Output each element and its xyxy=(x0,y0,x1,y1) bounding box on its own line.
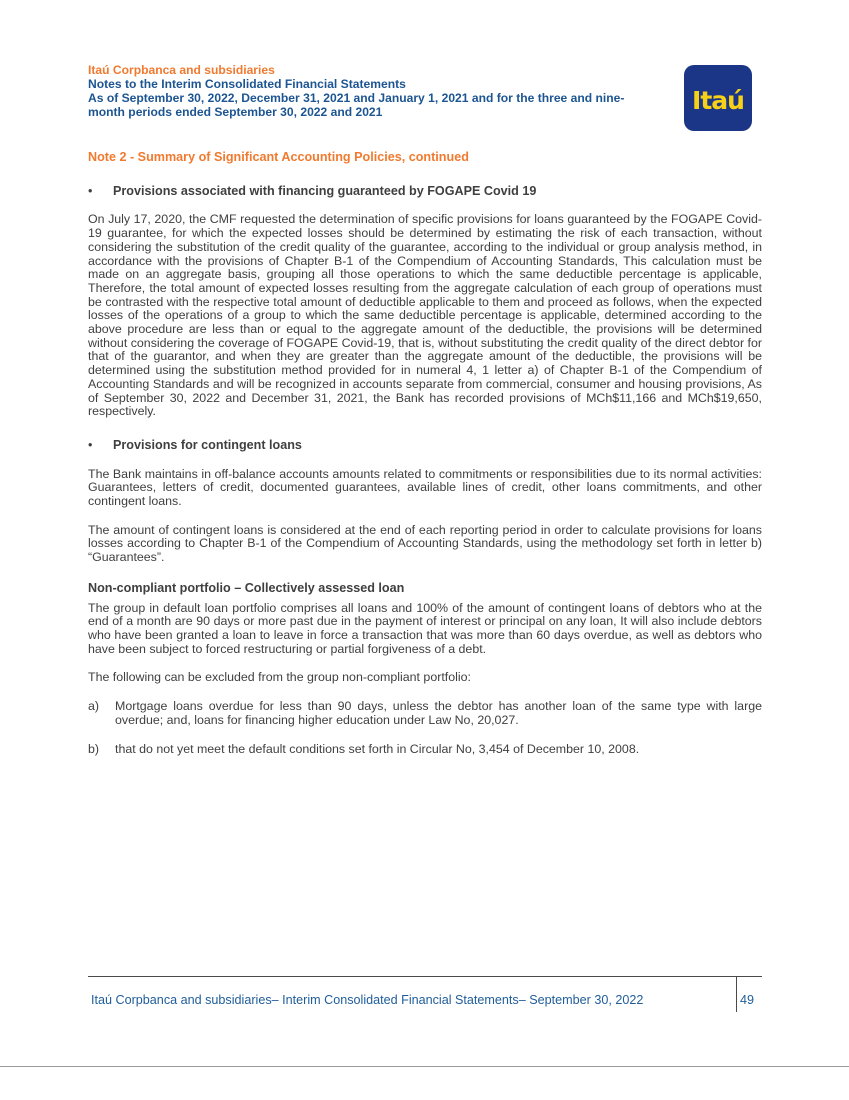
list-item-text: that do not yet meet the default conditions set forth in Circular No, 3,454 of December 10, 2008. xyxy=(115,741,640,756)
page-bottom-divider xyxy=(0,1066,849,1067)
contingent-paragraph-1: The Bank maintains in off-balance accounts amounts related to commitments or responsibilities due to its normal activities: Guarantees, letters of credit, documented guarantees, available lines of credit, other loans commitments, and other contingent loans. xyxy=(88,466,762,509)
bullet-icon: • xyxy=(88,437,93,452)
footer-text: Itaú Corpbanca and subsidiaries– Interim Consolidated Financial Statements– September 30, 2022 xyxy=(91,993,644,1007)
logo-text: Itaú xyxy=(692,86,744,115)
section-heading-contingent xyxy=(88,439,762,453)
list-item xyxy=(88,700,762,727)
page-header xyxy=(88,63,668,119)
header-period-line-1: As of September 30, 2022, December 31, 2021 and January 1, 2021 and for the three and nine- xyxy=(88,91,625,105)
list-item-text: Mortgage loans overdue for less than 90 days, unless the debtor has another loan of the same type with large overdue; and, loans for financing higher education under Law No, 20,027. xyxy=(115,699,762,727)
bullet-icon: • xyxy=(88,183,93,198)
section-heading-contingent-label: Provisions for contingent loans xyxy=(113,437,302,452)
contingent-paragraph-2: The amount of contingent loans is considered at the end of each reporting period in order to calculate provisions for loans losses according to Chapter B-1 of the Compendium of Accounting Standards, using the methodology set forth in letter b) “Guarantees”. xyxy=(88,522,762,565)
section-heading-fogape-label: Provisions associated with financing guaranteed by FOGAPE Covid 19 xyxy=(113,183,537,198)
note-title: Note 2 - Summary of Significant Accounting Policies, continued xyxy=(88,150,469,164)
section-heading-fogape xyxy=(88,185,762,199)
footer-divider xyxy=(88,976,762,977)
footer-separator xyxy=(736,976,737,1012)
header-notes-title: Notes to the Interim Consolidated Financial Statements xyxy=(88,77,406,91)
section-heading-noncompliant: Non-compliant portfolio – Collectively assessed loan xyxy=(88,580,405,595)
list-item-marker: a) xyxy=(88,699,100,714)
itau-logo xyxy=(684,65,752,131)
noncompliant-paragraph-2: The following can be excluded from the group non-compliant portfolio: xyxy=(88,670,471,685)
header-company-name: Itaú Corpbanca and subsidiaries xyxy=(88,63,275,77)
list-item xyxy=(88,743,762,757)
page-number: 49 xyxy=(740,993,755,1007)
document-body xyxy=(88,151,762,756)
noncompliant-paragraph-1: The group in default loan portfolio comprises all loans and 100% of the amount of contingent loans of debtors who at the end of a month are 90 days or more past due in the payment of interest or principal on any loan, It will also include debtors who have been granted a loan to leave in force a transaction that was more than 60 days overdue, as well as debtors who have been subject to forced restructuring or partial forgiveness of a debt. xyxy=(88,600,762,656)
header-period-line-2: month periods ended September 30, 2022 and 2021 xyxy=(88,105,383,119)
list-item-marker: b) xyxy=(88,741,100,756)
fogape-paragraph: On July 17, 2020, the CMF requested the determination of specific provisions for loans guaranteed by the FOGAPE Covid-19 guarantee, for which the expected losses should be determined by estimating the risk of each transaction, without considering the substitution of the credit quality of the guarantee, according to the individual or group analysis method, in accordance with the provisions of Chapter B-1 of the Compendium of Accounting Standards, This calculation must be made on an aggregate basis, grouping all those operations to which the same deductible percentage is applicable, Therefore, the total amount of expected losses resulting from the aggregate calculation of each group of operations must be contrasted with the respective total amount of deductible applicable to them and proceed as follows, when the expected losses of the operations of a group to which the same deductible percentage is applicable, determined according to the above procedure are less than or equal to the aggregate amount of the deductible, the provisions will be determined without considering the coverage of FOGAPE Covid-19, that is, without substituting the credit quality of the direct debtor for that of the guarantor, and when they are greater than the aggregate amount of the deductible, the provisions will be determined using the substitution method provided for in numeral 4, 1 letter a) of Chapter B-1 of the Compendium of Accounting Standards and will be recognized in accounts separate from commercial, consumer and housing provisions, As of September 30, 2022 and December 31, 2021, the Bank has recorded provisions of MCh$11,166 and MCh$19,650, respectively. xyxy=(88,212,762,419)
